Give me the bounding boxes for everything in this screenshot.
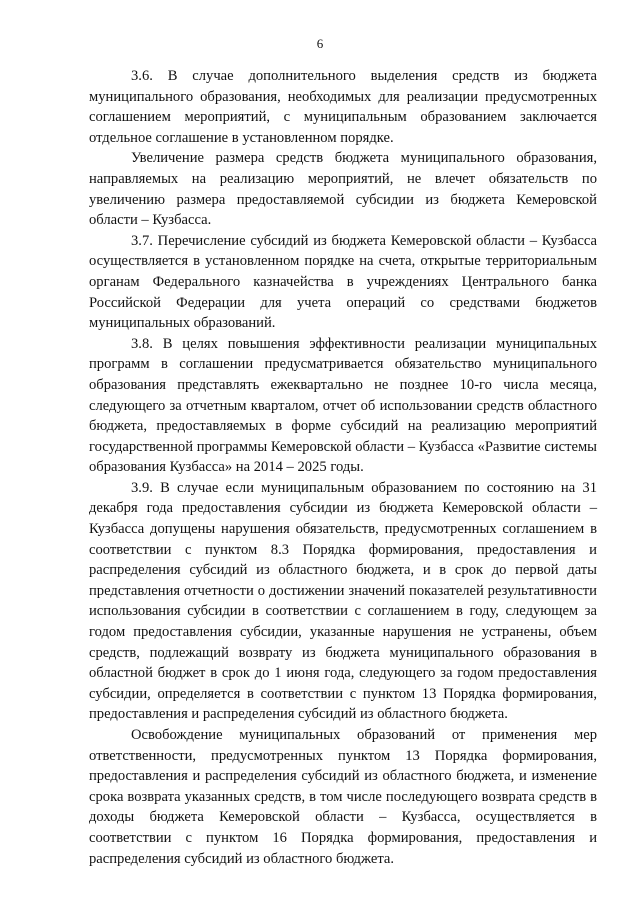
paragraph-3-9-continuation: Освобождение муниципальных образований от применения мер ответственности, предусмотренных пунктом 13 Порядка формирования, предоставления и распределения субсидий из областного бюджета, и изменение срока возврата указанных средств, в том числе последующего возврата средств в доходы бюджета Кемеровской области – Кузбасса, осуществляется в соответствии с пунктом 16 Порядка формирования, предоставления и распределения субсидий из областного бюджета. [89,727,597,867]
paragraph-3-7: 3.7. Перечисление субсидий из бюджета Кемеровской области – Кузбасса осуществляется в установленном порядке на счета, открытые территориальным органам Федерального казначейства в учреждениях Центрального банка Российской Федерации для учета операций со средствами бюджетов муниципальных образований. [89,232,597,332]
paragraph-3-6-continuation: Увеличение размера средств бюджета муниципального образования, направляемых на реализацию мероприятий, не влечет обязательств по увеличению размера предоставляемой субсидии из бюджета Кемеровской области – Кузбасса. [89,150,597,229]
page-number: 6 [316,36,324,51]
paragraph-3-6: 3.6. В случае дополнительного выделения средств из бюджета муниципального образования, необходимых для реализации предусмотренных соглашением мероприятий, с муниципальным образованием заключается отдельное соглашение в установленном порядке. [89,68,597,146]
paragraph-3-9: 3.9. В случае если муниципальным образованием по состоянию на 31 декабря года предоставления субсидии из бюджета Кемеровской области – Кузбасса допущены нарушения обязательств, предусмотренных соглашением в соответствии с пунктом 8.3 Порядка формирования, предоставления и распределения субсидий из областного бюджета, и в срок до первой даты представления отчетности о достижении значений показателей результативности использования субсидии в соответствии с соглашением в году, следующем за годом предоставления субсидии, указанные нарушения не устранены, объем средств, подлежащий возврату из бюджета муниципального образования в областной бюджет в срок до 1 июня года, следующего за годом предоставления субсидии, определяется в соответствии с пунктом 13 Порядка формирования, предоставления и распределения субсидий из областного бюджета. [89,479,597,723]
paragraph-3-8: 3.8. В целях повышения эффективности реализации муниципальных программ в соглашении предусматривается обязательство муниципального образования представлять ежеквартально не позднее 10-го числа месяца, следующего за отчетным кварталом, отчет об использовании средств областного бюджета, предоставляемых в форме субсидий на реализацию мероприятий государственной программы Кемеровской области – Кузбасса «Развитие системы образования Кузбасса» на 2014 – 2025 годы. [89,335,597,476]
document-body [89,66,597,869]
